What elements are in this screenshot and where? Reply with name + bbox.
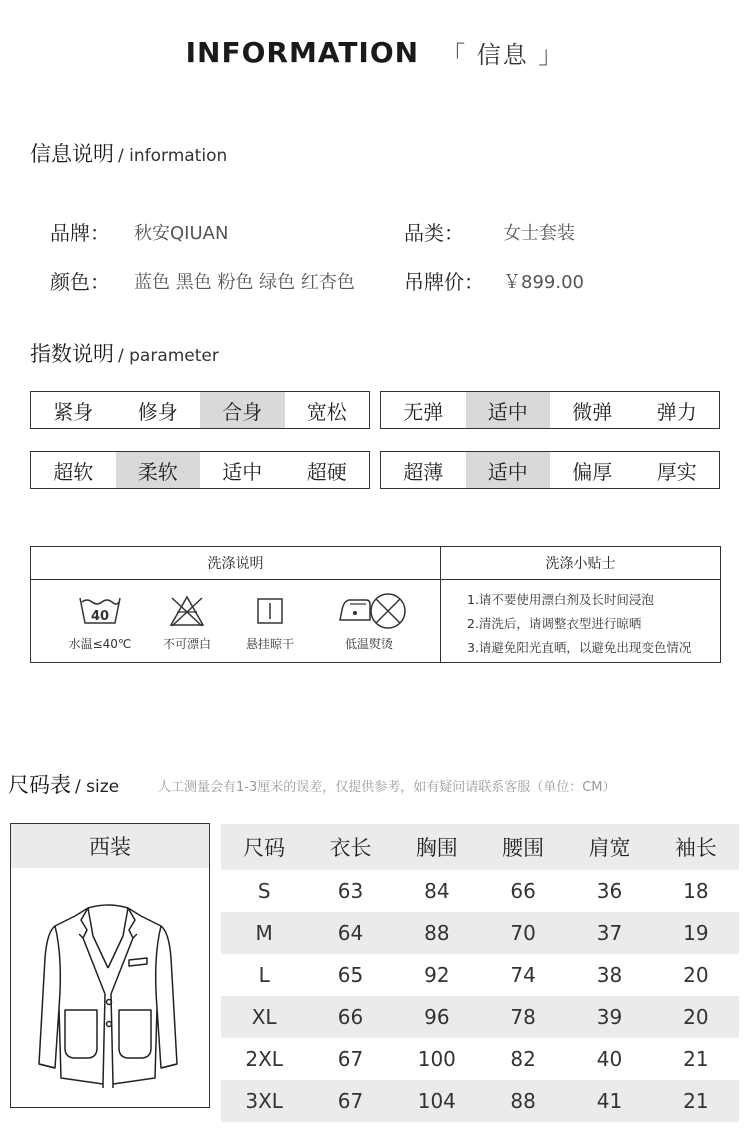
size-heading-en: / size: [75, 777, 120, 797]
washing-instructions-title: 洗涤说明: [207, 556, 264, 572]
size-heading-cn: 尺码表: [8, 773, 71, 797]
category-label: 品类：: [404, 221, 464, 245]
table-cell: 82: [510, 1047, 536, 1071]
column-header: 袖长: [674, 836, 717, 860]
table-cell: 65: [337, 963, 364, 987]
table-cell: 84: [424, 879, 450, 903]
table-row: [221, 870, 739, 912]
table-cell: XL: [251, 1005, 277, 1029]
table-row: [221, 1080, 739, 1122]
table-cell: 70: [510, 921, 536, 945]
page-title-en: INFORMATION: [185, 35, 420, 69]
table-cell: 41: [596, 1089, 623, 1113]
table-cell: 19: [683, 921, 709, 945]
info-heading-cn: 信息说明: [30, 142, 114, 166]
table-cell: L: [258, 963, 270, 987]
param-option-selected: 适中: [466, 392, 551, 428]
column-header: 肩宽: [588, 836, 631, 860]
size-note: 人工测量会有1-3厘米的误差，仅提供参考，如有疑问请联系客服（单位：CM）: [158, 780, 616, 795]
table-cell: 18: [683, 879, 709, 903]
table-cell: 67: [337, 1089, 364, 1113]
table-cell: 78: [510, 1005, 536, 1029]
param-heading-cn: 指数说明: [30, 342, 114, 366]
param-option-selected: 柔软: [116, 452, 201, 488]
table-cell: S: [257, 879, 271, 903]
table-cell: 2XL: [245, 1047, 283, 1071]
param-option: 弹力: [656, 399, 697, 424]
table-cell: 40: [596, 1047, 623, 1071]
page-header: [0, 30, 750, 74]
param-option-selected: 适中: [466, 452, 551, 488]
table-cell: 20: [683, 1005, 709, 1029]
param-option: 紧身: [53, 399, 94, 424]
table-cell: M: [255, 921, 273, 945]
washing-divider-h: [31, 579, 720, 580]
table-cell: 63: [337, 879, 364, 903]
param-group-thickness: [380, 451, 720, 489]
color-value: 蓝色 黑色 粉色 绿色 红杏色: [134, 272, 355, 293]
table-cell: 74: [510, 963, 536, 987]
wash-tip-1: 1.请不要使用漂白剂及长时间浸泡: [467, 592, 654, 607]
wash-temp-label: 40: [90, 609, 110, 624]
price-value: ￥899.00: [503, 272, 584, 293]
table-cell: 88: [510, 1089, 536, 1113]
param-option-selected: 合身: [200, 392, 285, 428]
param-heading-en: / parameter: [118, 346, 219, 366]
table-cell: 88: [424, 921, 450, 945]
table-cell: 92: [424, 963, 450, 987]
wash-tip-2: 2.清洗后，请调整衣型进行晾晒: [467, 616, 642, 631]
param-option: 超软: [53, 459, 94, 484]
brand-label: 品牌：: [50, 221, 110, 245]
param-option: 超硬: [306, 459, 347, 484]
no-bleach-text: 不可漂白: [162, 637, 211, 651]
param-option: 宽松: [306, 399, 347, 424]
size-section-heading: [8, 769, 119, 799]
param-group-softness: [30, 451, 370, 489]
table-cell: 67: [337, 1047, 364, 1071]
param-option: 厚实: [656, 459, 697, 484]
low-iron-icon: [336, 592, 408, 630]
table-row: [221, 1038, 739, 1080]
table-cell: 21: [683, 1089, 709, 1113]
hang-dry-icon: [257, 598, 283, 624]
table-cell: 3XL: [245, 1089, 283, 1113]
table-cell: 64: [337, 921, 364, 945]
garment-label: 西装: [11, 824, 209, 868]
table-row: [221, 996, 739, 1038]
info-section-heading: [30, 138, 227, 168]
table-row: [221, 912, 739, 954]
wash-temp-text: 水温≤40℃: [68, 637, 132, 651]
garment-panel: [10, 823, 210, 1108]
color-label: 颜色：: [50, 270, 110, 294]
table-row: [221, 954, 739, 996]
price-label: 吊牌价：: [404, 270, 484, 294]
table-cell: 96: [424, 1005, 450, 1029]
size-table-header-row: [221, 824, 739, 870]
table-cell: 66: [337, 1005, 364, 1029]
table-cell: 20: [683, 963, 709, 987]
table-cell: 38: [596, 963, 623, 987]
table-cell: 36: [596, 879, 623, 903]
table-cell: 37: [596, 921, 623, 945]
table-cell: 100: [417, 1047, 456, 1071]
blazer-illustration: [33, 898, 183, 1094]
wash-40-icon: [78, 594, 122, 626]
param-option: 超薄: [403, 459, 444, 484]
column-header: 腰围: [502, 836, 545, 860]
column-header: 尺码: [243, 836, 286, 860]
param-option: 适中: [222, 459, 263, 484]
brand-value: 秋安QIUAN: [134, 223, 229, 244]
category-value: 女士套装: [503, 223, 575, 244]
hang-dry-text: 悬挂晾干: [245, 637, 294, 651]
column-header: 胸围: [415, 836, 458, 860]
param-option: 修身: [137, 399, 178, 424]
wash-tip-3: 3.请避免阳光直晒，以避免出现变色情况: [467, 640, 692, 655]
info-heading-en: / information: [118, 146, 228, 166]
param-section-heading: [30, 338, 219, 368]
table-cell: 21: [683, 1047, 709, 1071]
param-option: 偏厚: [572, 459, 613, 484]
param-option: 无弹: [403, 399, 444, 424]
param-group-elasticity: [380, 391, 720, 429]
param-option: 微弹: [572, 399, 613, 424]
low-iron-text: 低温熨烫: [344, 637, 393, 651]
page-title-cn: 「 信息 」: [441, 40, 565, 69]
column-header: 衣长: [329, 836, 372, 860]
table-cell: 66: [510, 879, 536, 903]
param-group-fit: [30, 391, 370, 429]
size-table: [221, 824, 739, 1122]
table-cell: 39: [596, 1005, 623, 1029]
no-bleach-icon: [168, 594, 206, 628]
washing-tips-title: 洗涤小贴士: [545, 556, 616, 572]
washing-panel: [30, 546, 721, 663]
table-cell: 104: [417, 1089, 456, 1113]
